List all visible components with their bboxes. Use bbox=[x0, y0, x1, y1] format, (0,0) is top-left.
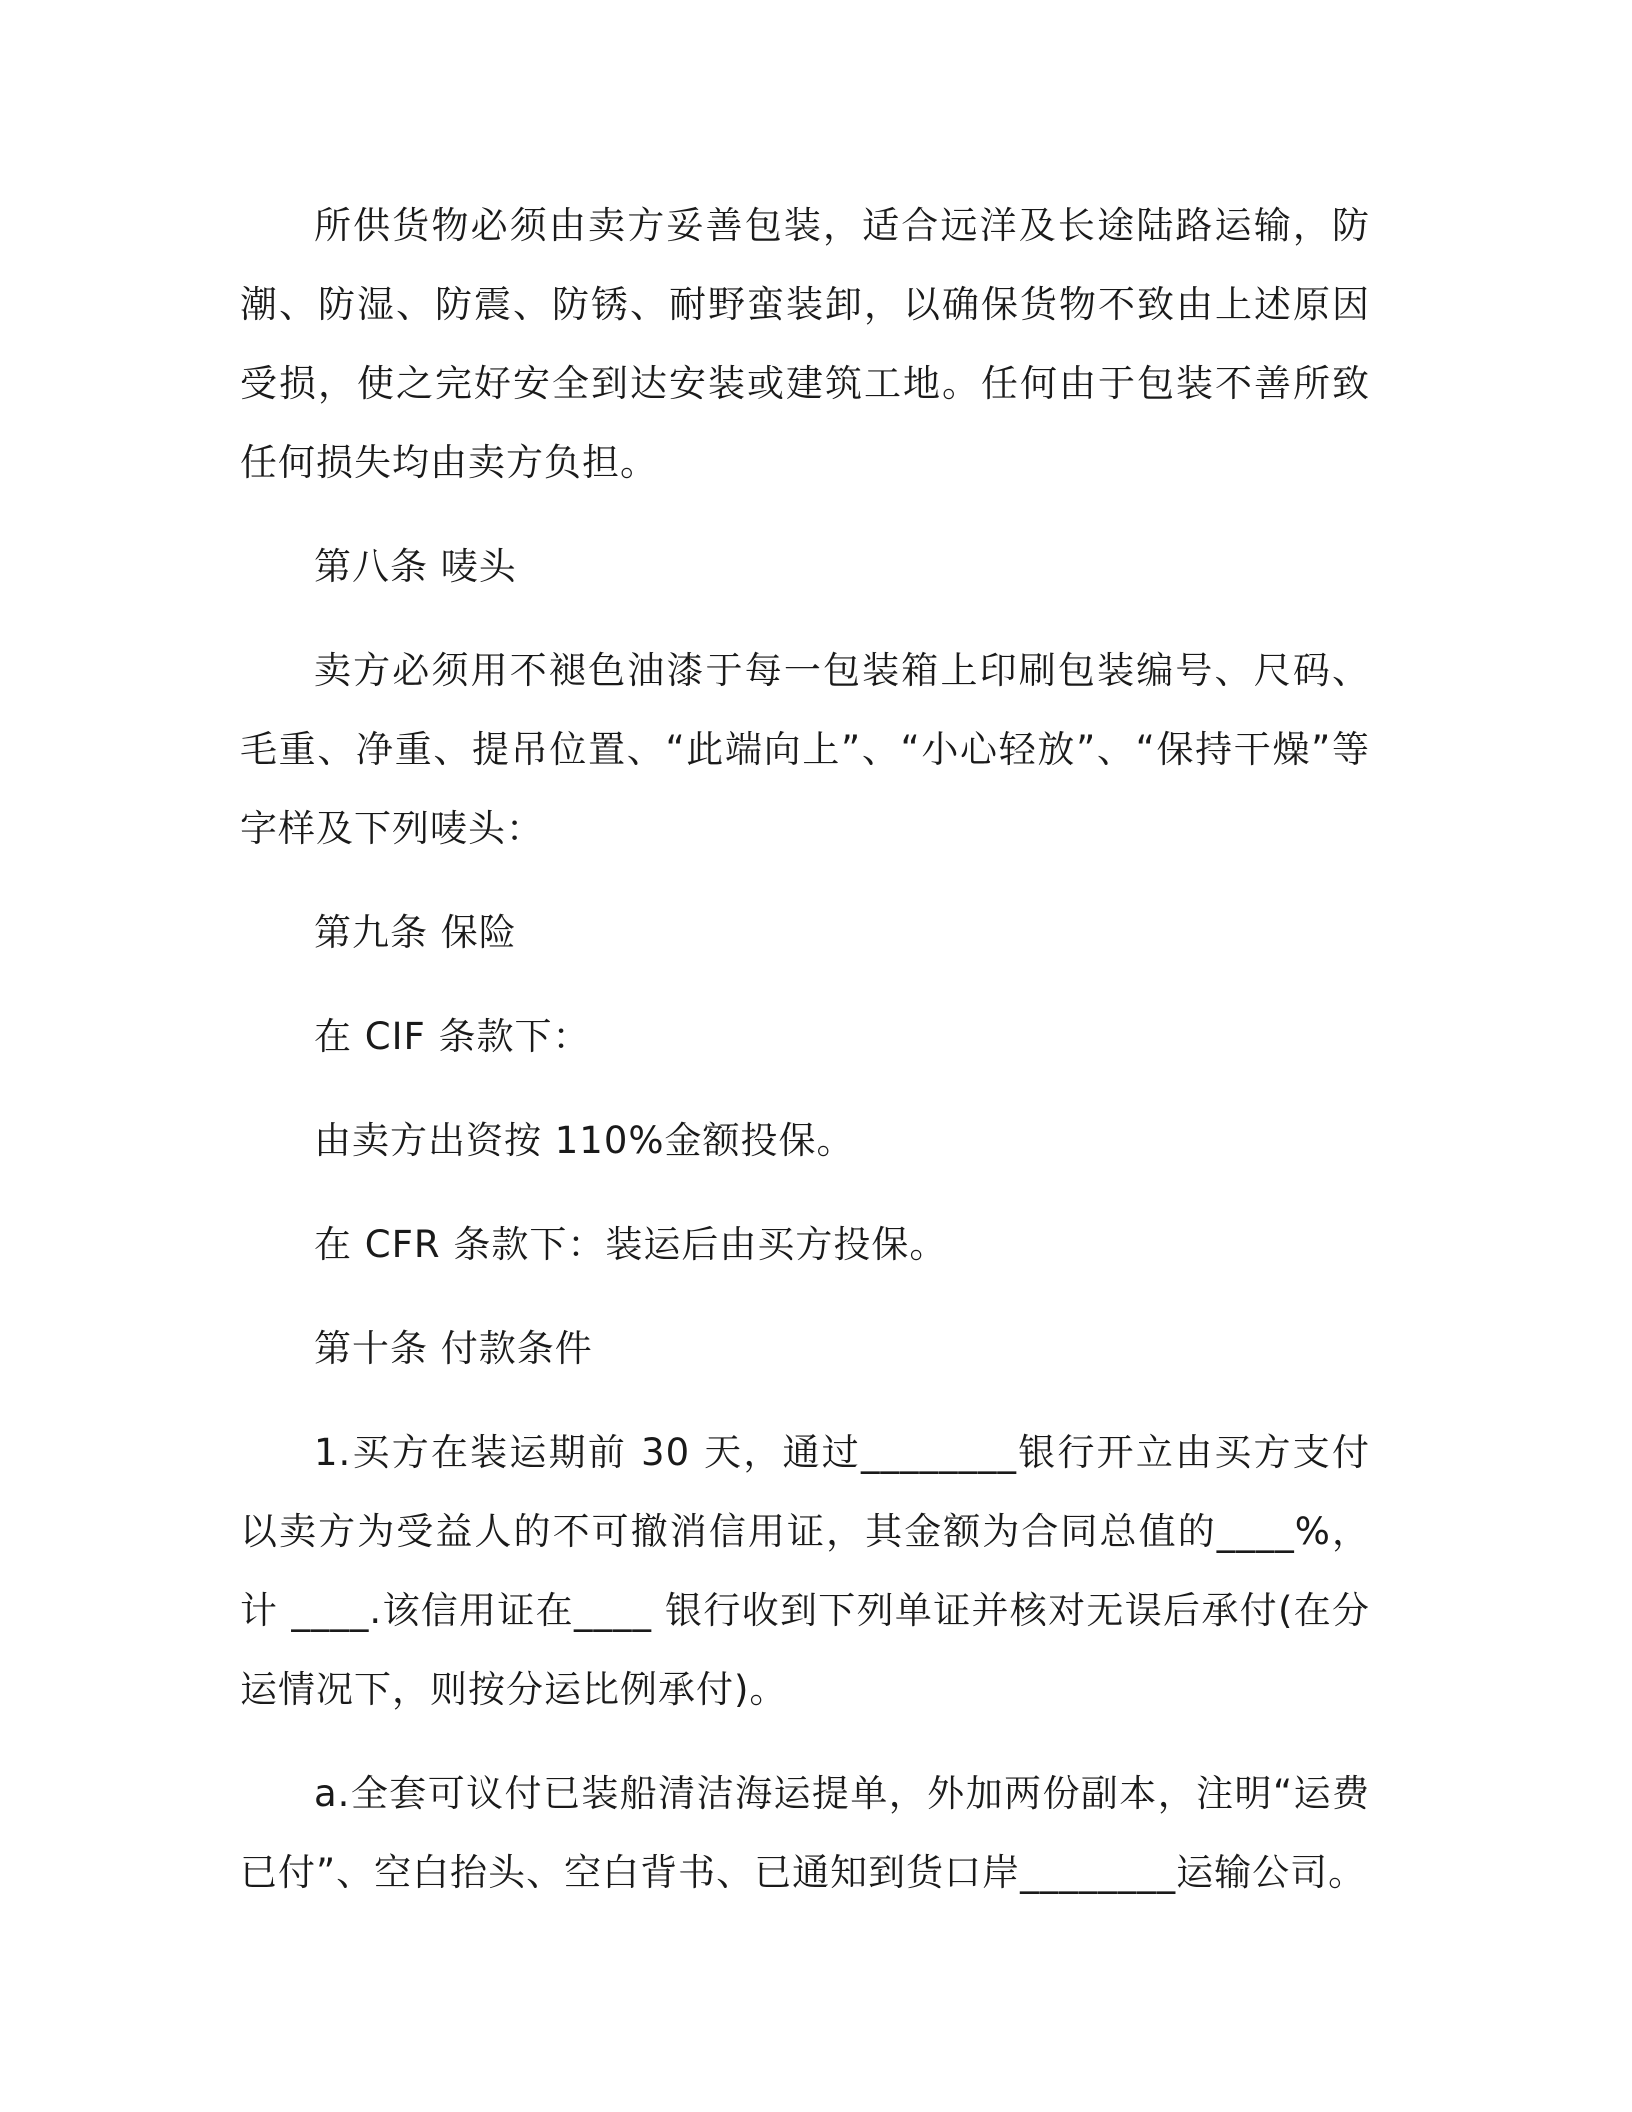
document-body bbox=[240, 186, 1370, 1912]
article-10-heading: 第十条 付款条件 bbox=[314, 1327, 593, 1370]
payment-clause-1: 1.买方在装运期前 30 天，通过________银行开立由买方支付以卖方为受益人的不可撤消信用证，其金额为合同总值的____%，计 ____.该信用证在____ 银行收到下列单证并核对无误后承付(在分运情况下，则按分运比例承付)。 bbox=[240, 1431, 1370, 1711]
cif-terms-line: 在 CIF 条款下： bbox=[314, 1015, 591, 1058]
article-9-heading: 第九条 保险 bbox=[314, 911, 517, 954]
article-8-heading: 第八条 唛头 bbox=[314, 545, 517, 588]
insurance-amount-line: 由卖方出资按 110%金额投保。 bbox=[314, 1119, 855, 1162]
packing-paragraph: 所供货物必须由卖方妥善包装，适合远洋及长途陆路运输，防潮、防湿、防震、防锈、耐野蛮装卸，以确保货物不致由上述原因受损，使之完好安全到达安装或建筑工地。任何由于包装不善所致任何损失均由卖方负担。 bbox=[240, 204, 1370, 484]
cfr-terms-line: 在 CFR 条款下：装运后由买方投保。 bbox=[314, 1223, 948, 1266]
payment-clause-a: a.全套可议付已装船清洁海运提单，外加两份副本，注明“运费已付”、空白抬头、空白背书、已通知到货口岸________运输公司。 bbox=[240, 1772, 1370, 1894]
marking-paragraph: 卖方必须用不褪色油漆于每一包装箱上印刷包装编号、尺码、毛重、净重、提吊位置、“此端向上”、“小心轻放”、“保持干燥”等字样及下列唛头： bbox=[240, 649, 1370, 850]
